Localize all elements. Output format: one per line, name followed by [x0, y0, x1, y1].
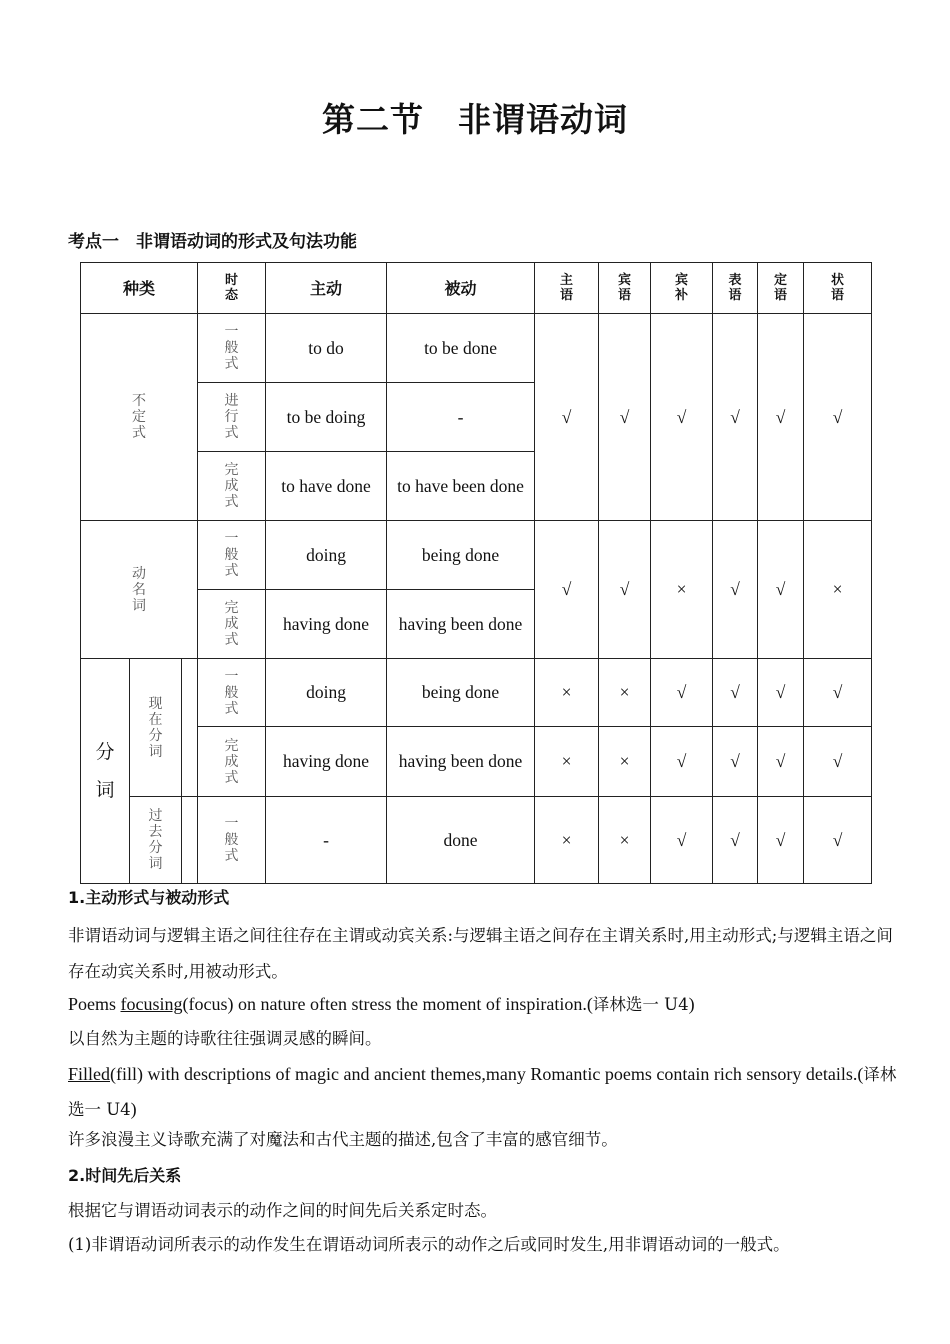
- func-cell: ×: [599, 797, 651, 884]
- func-cell: √: [758, 797, 804, 884]
- passive-cell: to have been done: [387, 452, 535, 521]
- header-subject: 主语: [535, 263, 599, 314]
- func-cell: √: [713, 727, 758, 797]
- table-row: [81, 797, 872, 884]
- func-cell: ×: [535, 797, 599, 884]
- tense-cell: 一般式: [198, 314, 266, 383]
- kind-infinitive: 不定式: [81, 314, 198, 521]
- func-cell: √: [804, 797, 872, 884]
- func-cell: √: [599, 314, 651, 521]
- header-passive: 被动: [387, 263, 535, 314]
- func-cell: √: [758, 314, 804, 521]
- kind-participle: 分词: [81, 659, 130, 884]
- header-active: 主动: [266, 263, 387, 314]
- func-cell: √: [758, 521, 804, 659]
- header-attributive: 定语: [758, 263, 804, 314]
- func-cell: √: [713, 797, 758, 884]
- func-cell: √: [804, 314, 872, 521]
- func-cell: ×: [599, 659, 651, 727]
- active-cell: to have done: [266, 452, 387, 521]
- header-tense: 时态: [198, 263, 266, 314]
- tense-cell: 完成式: [198, 727, 266, 797]
- header-object: 宾语: [599, 263, 651, 314]
- present-participle-label: 现在分词: [130, 659, 182, 797]
- func-cell: √: [713, 659, 758, 727]
- passive-cell: being done: [387, 521, 535, 590]
- func-cell: √: [758, 727, 804, 797]
- section-heading: 考点一 非谓语动词的形式及句法功能: [68, 232, 357, 252]
- table-row: [81, 314, 872, 383]
- translation: 以自然为主题的诗歌往往强调灵感的瞬间。: [68, 1029, 382, 1048]
- func-cell: ×: [535, 659, 599, 727]
- func-cell: √: [758, 659, 804, 727]
- func-cell: √: [651, 797, 713, 884]
- func-cell: ×: [651, 521, 713, 659]
- tense-cell: 一般式: [198, 521, 266, 590]
- tense-cell: 完成式: [198, 452, 266, 521]
- func-cell: ×: [804, 521, 872, 659]
- active-cell: doing: [266, 659, 387, 727]
- active-cell: -: [266, 797, 387, 884]
- active-cell: having done: [266, 727, 387, 797]
- header-predicative: 表语: [713, 263, 758, 314]
- header-row: [81, 263, 872, 314]
- kind-gerund: 动名词: [81, 521, 198, 659]
- past-participle-label: 过去分词: [130, 797, 182, 884]
- func-cell: √: [713, 314, 758, 521]
- active-cell: having done: [266, 590, 387, 659]
- func-cell: √: [535, 521, 599, 659]
- func-cell: √: [651, 659, 713, 727]
- forms-table: [80, 262, 872, 884]
- spacer-cell: [182, 797, 198, 884]
- passive-cell: having been done: [387, 590, 535, 659]
- translation: 许多浪漫主义诗歌充满了对魔法和古代主题的描述,包含了丰富的感官细节。: [68, 1130, 618, 1149]
- heading-time-order: 2.时间先后关系: [68, 1166, 182, 1185]
- func-cell: ×: [535, 727, 599, 797]
- paragraph: 非谓语动词与逻辑主语之间往往存在主谓或动宾关系:与逻辑主语之间存在主谓关系时,用主动形式;与逻辑主语之间存在动宾关系时,用被动形式。: [68, 926, 893, 981]
- func-cell: √: [713, 521, 758, 659]
- paragraph: (1)非谓语动词所表示的动作发生在谓语动词所表示的动作之后或同时发生,用非谓语动词的一般式。: [68, 1235, 790, 1254]
- tense-cell: 一般式: [198, 659, 266, 727]
- passive-cell: done: [387, 797, 535, 884]
- page-title: 第二节 非谓语动词: [322, 100, 628, 139]
- active-cell: doing: [266, 521, 387, 590]
- table-row: [81, 727, 872, 797]
- func-cell: ×: [599, 727, 651, 797]
- heading-active-passive: 1.主动形式与被动形式: [68, 888, 230, 907]
- passive-cell: being done: [387, 659, 535, 727]
- func-cell: √: [599, 521, 651, 659]
- paragraph: 根据它与谓语动词表示的动作之间的时间先后关系定时态。: [68, 1201, 497, 1220]
- table-row: [81, 659, 872, 727]
- header-obj-comp: 宾补: [651, 263, 713, 314]
- func-cell: √: [651, 727, 713, 797]
- answer-blank: focusing: [120, 994, 183, 1014]
- table-row: [81, 521, 872, 590]
- active-cell: to do: [266, 314, 387, 383]
- func-cell: √: [535, 314, 599, 521]
- passive-cell: -: [387, 383, 535, 452]
- passive-cell: to be done: [387, 314, 535, 383]
- spacer-cell: [182, 659, 198, 797]
- func-cell: √: [804, 659, 872, 727]
- example-sentence: Filled(fill) with descriptions of magic and ancient themes,many Romantic poems contain rich sensory details.(译林选一 U4): [68, 1064, 897, 1119]
- func-cell: √: [651, 314, 713, 521]
- example-sentence: Poems focusing(focus) on nature often stress the moment of inspiration.(译林选一 U4): [68, 994, 695, 1014]
- header-adverbial: 状语: [804, 263, 872, 314]
- passive-cell: having been done: [387, 727, 535, 797]
- tense-cell: 一般式: [198, 797, 266, 884]
- tense-cell: 完成式: [198, 590, 266, 659]
- answer-blank: Filled: [68, 1064, 111, 1084]
- header-kind: 种类: [81, 263, 198, 314]
- tense-cell: 进行式: [198, 383, 266, 452]
- func-cell: √: [804, 727, 872, 797]
- active-cell: to be doing: [266, 383, 387, 452]
